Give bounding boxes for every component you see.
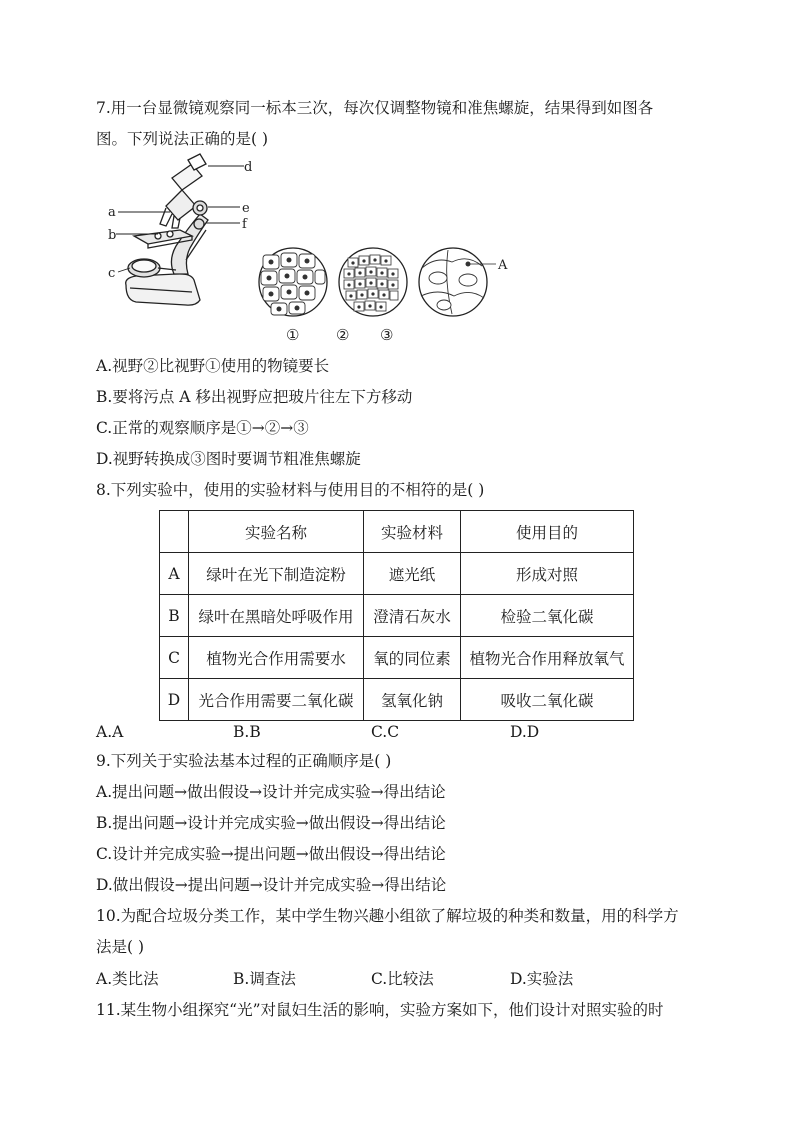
q10-option-c: C.比较法: [371, 970, 434, 988]
table-cell: 绿叶在黑暗处呼吸作用: [189, 595, 364, 637]
table-cell: C: [160, 637, 189, 679]
label-e: e: [242, 201, 250, 216]
q7-stem-line1: 7.用一台显微镜观察同一标本三次，每次仅调整物镜和准焦螺旋，结果得到如图各: [96, 99, 654, 117]
q7-stem-line2: 图。下列说法正确的是( ): [96, 130, 269, 148]
q9-stem: 9.下列关于实验法基本过程的正确顺序是( ): [96, 752, 392, 770]
view-label-1: ①: [286, 326, 300, 344]
table-cell: 植物光合作用需要水: [189, 637, 364, 679]
table-row: [160, 637, 634, 679]
table-row: [160, 679, 634, 721]
table-cell: 植物光合作用释放氧气: [461, 637, 634, 679]
q9-option-b: B.提出问题→设计并完成实验→做出假设→得出结论: [96, 814, 446, 832]
table-row: [160, 595, 634, 637]
table-cell: A: [160, 553, 189, 595]
q7-figure: [96, 150, 526, 345]
label-a: a: [108, 205, 116, 220]
table-header-row: [160, 511, 634, 553]
q7-option-b: B.要将污点 A 移出视野应把玻片往左下方移动: [96, 388, 413, 406]
table-cell: 吸收二氧化碳: [461, 679, 634, 721]
label-b: b: [108, 228, 117, 243]
view-label-2: ②: [336, 326, 350, 344]
q10-option-a: A.类比法: [96, 970, 159, 988]
view-label-3: ③: [380, 326, 394, 344]
field-of-view-1: [259, 248, 327, 316]
table-row: [160, 553, 634, 595]
table-cell: 检验二氧化碳: [461, 595, 634, 637]
q9-option-c: C.设计并完成实验→提出问题→做出假设→得出结论: [96, 845, 446, 863]
q8-answer-a: A.A: [96, 723, 124, 741]
table-cell: 形成对照: [461, 553, 634, 595]
q11-stem-line1: 11.某生物小组探究“光”对鼠妇生活的影响，实验方案如下，他们设计对照实验的时: [96, 1001, 664, 1019]
q10-option-d: D.实验法: [510, 970, 574, 988]
table-cell: 遮光纸: [364, 553, 461, 595]
table-cell: 氢氧化钠: [364, 679, 461, 721]
table-header-cell: [160, 511, 189, 553]
q8-answer-c: C.C: [371, 723, 400, 741]
table-header-cell: 实验材料: [364, 511, 461, 553]
label-f: f: [242, 217, 247, 232]
q8-table: [159, 510, 634, 721]
field-of-view-3: [419, 248, 508, 316]
label-A: A: [498, 258, 508, 273]
q10-option-b: B.调查法: [233, 970, 296, 988]
q7-option-a: A.视野②比视野①使用的物镜要长: [96, 357, 330, 375]
microscope-drawing: [126, 154, 208, 305]
table-cell: 氧的同位素: [364, 637, 461, 679]
label-d: d: [244, 160, 253, 175]
q9-option-d: D.做出假设→提出问题→设计并完成实验→得出结论: [96, 876, 447, 894]
q10-stem-line1: 10.为配合垃圾分类工作，某中学生物兴趣小组欲了解垃圾的种类和数量，用的科学方: [96, 907, 679, 925]
q8-stem: 8.下列实验中，使用的实验材料与使用目的不相符的是( ): [96, 481, 485, 499]
q8-answer-b: B.B: [233, 723, 261, 741]
table-cell: 绿叶在光下制造淀粉: [189, 553, 364, 595]
label-c: c: [108, 266, 116, 281]
table-header-cell: 使用目的: [461, 511, 634, 553]
table-header-cell: 实验名称: [189, 511, 364, 553]
q7-option-d: D.视野转换成③图时要调节粗准焦螺旋: [96, 450, 361, 468]
q8-answer-d: D.D: [510, 723, 540, 741]
q10-stem-line2: 法是( ): [96, 938, 145, 956]
table-cell: 光合作用需要二氧化碳: [189, 679, 364, 721]
table-cell: 澄清石灰水: [364, 595, 461, 637]
q9-option-a: A.提出问题→做出假设→设计并完成实验→得出结论: [96, 783, 446, 801]
q7-option-c: C.正常的观察顺序是①→②→③: [96, 419, 309, 437]
table-cell: D: [160, 679, 189, 721]
field-of-view-2: [339, 248, 407, 316]
table-cell: B: [160, 595, 189, 637]
